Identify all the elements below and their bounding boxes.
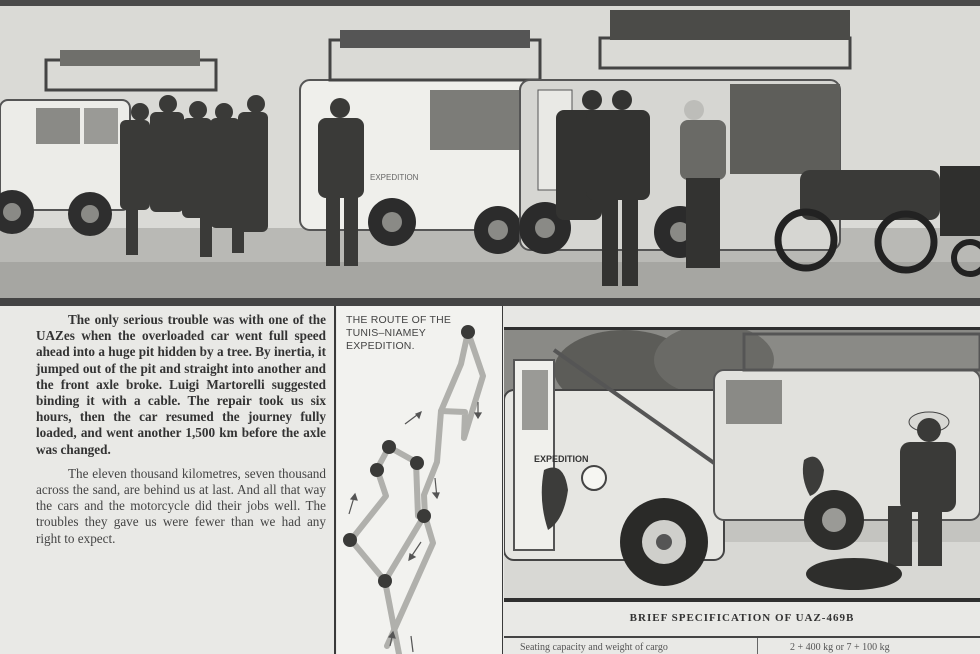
article-text-column [36,312,326,547]
spec-row-label: Seating capacity and weight of cargo [520,642,668,653]
route-line [351,332,483,654]
spec-table-title: BRIEF SPECIFICATION OF UAZ-469B [629,612,855,624]
spare-tyre [806,558,902,590]
route-stop-marker [461,325,475,339]
spec-table-divider [757,638,758,654]
article-paragraph-2: The eleven thousand kilometres, seven thousand across the sand, are behind us at last. And all that way the cars and the motorcycle did their jobs well. The troubles they gave us were fewer than we had any right to expect. [36,465,326,546]
vehicle-door-lettering-right: EXPEDITION [534,454,589,464]
spec-table-rule [504,636,980,638]
spec-row-value: 2 + 400 kg or 7 + 100 kg [790,642,890,653]
top-border-rule [0,0,980,6]
photo-frame-top [504,306,980,330]
photo-frame-bottom [504,598,980,602]
section-divider-rule [0,298,980,306]
article-paragraph-1: The only serious trouble was with one of the UAZes when the overloaded car went full speed ahead into a huge pit hidden by a tree. By inertia, it jumped out of the pit and straight into another and the front axle broke. Luigi Martorelli suggested binding it with a cable. The repair took us six hours, then the car resumed the journey fully loaded, and went another 1,500 km before the axle was changed. [36,312,326,457]
vehicle-door-lettering-top: EXPEDITION [370,173,419,182]
route-stop-marker [343,533,357,547]
convoy-illustration [0,0,980,298]
repair-illustration [504,330,980,598]
route-stop-marker [378,574,392,588]
route-stop-marker [382,440,396,454]
route-stop-marker [417,509,431,523]
route-stop-marker [370,463,384,477]
photo-convoy-vehicles [0,0,980,298]
route-stop-marker [410,456,424,470]
route-map-graphic [337,306,502,654]
column-divider-left [334,306,336,654]
photo-vehicle-repair [504,330,980,598]
route-map-title: THE ROUTE OF THE TUNIS–NIAMEY EXPEDITION. [346,314,452,352]
